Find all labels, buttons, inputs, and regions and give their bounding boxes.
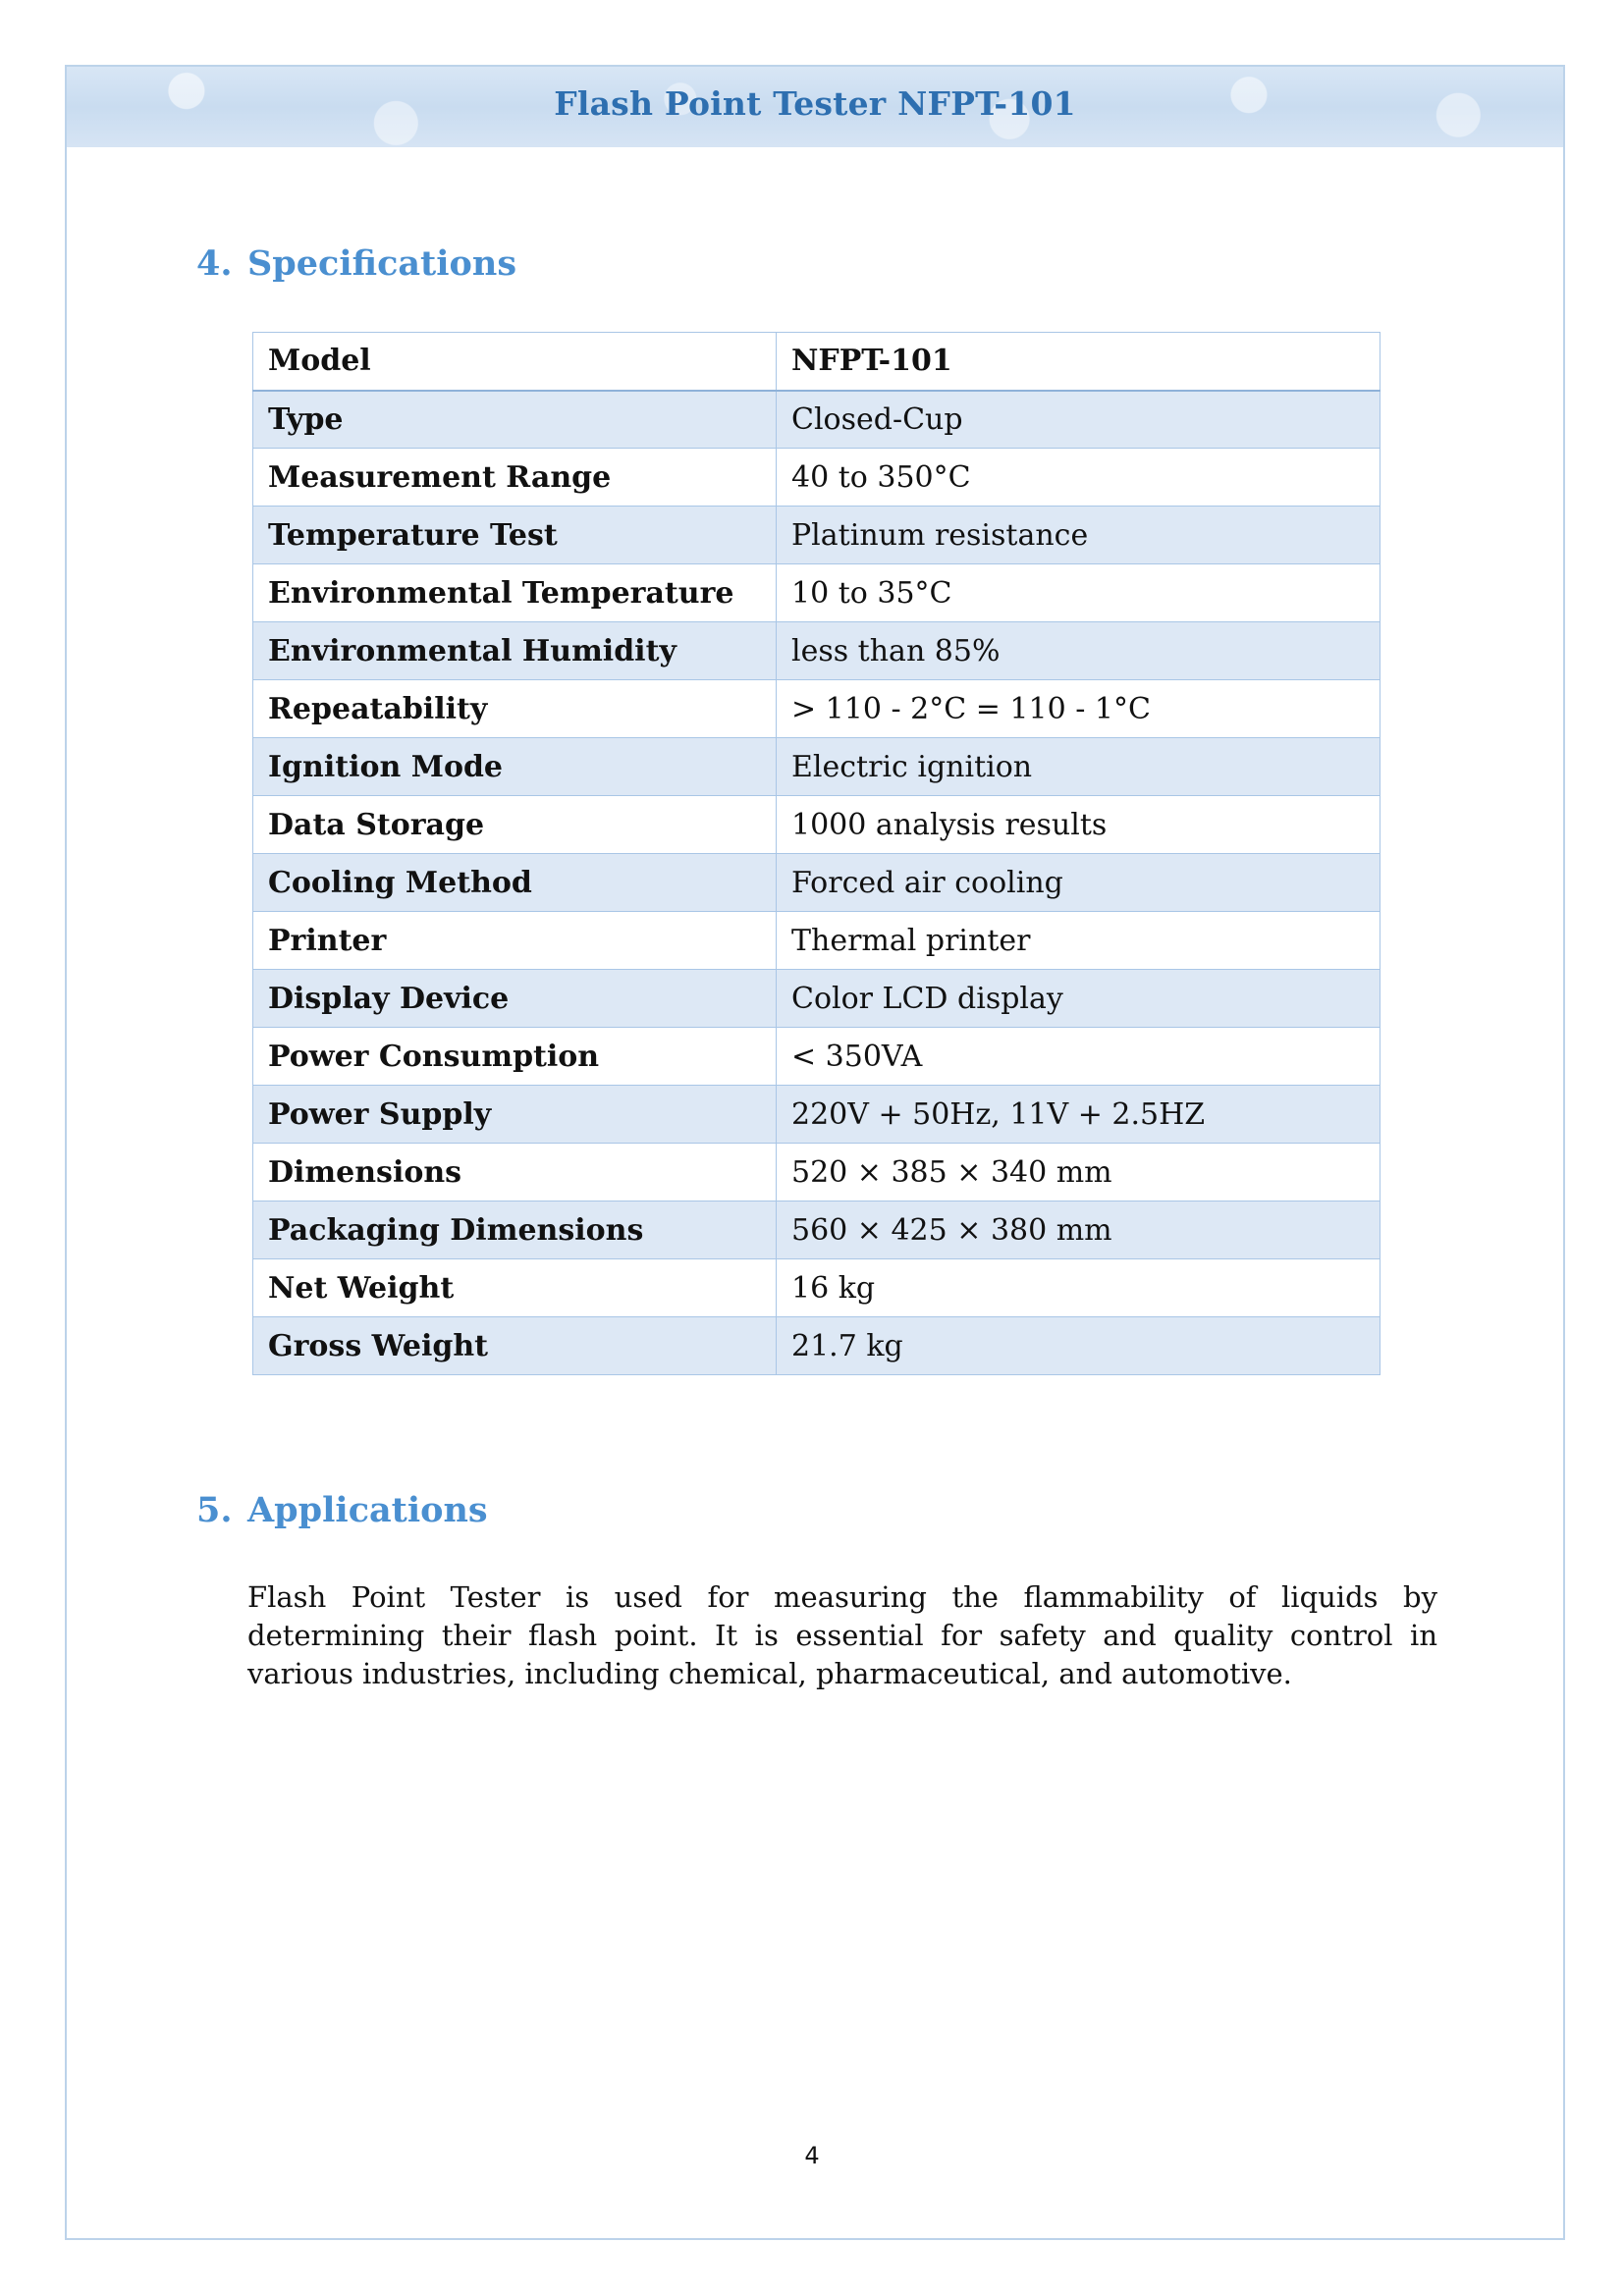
table-row [253,1144,1380,1201]
spec-key: Dimensions [253,1144,777,1201]
table-row [253,507,1380,564]
table-row [253,854,1380,912]
spec-value: 220V + 50Hz, 11V + 2.5HZ [777,1086,1380,1144]
page-header-band [67,67,1563,147]
spec-value: NFPT-101 [777,333,1380,391]
applications-paragraph: Flash Point Tester is used for measuring the flammability of liquids by determining their flash point. It is essential for safety and quality control in various industries, including chemical, pharmaceutical, and automotive. [247,1580,1437,1690]
spec-value: 21.7 kg [777,1317,1380,1375]
spec-value: Forced air cooling [777,854,1380,912]
table-row [253,796,1380,854]
spec-key: Power Consumption [253,1028,777,1086]
spec-value: 560 × 425 × 380 mm [777,1201,1380,1259]
spec-value: 520 × 385 × 340 mm [777,1144,1380,1201]
table-row [253,564,1380,622]
spec-key: Environmental Humidity [253,622,777,680]
table-row [253,680,1380,738]
page-number: 4 [804,2142,820,2169]
table-row [253,1028,1380,1086]
table-row [253,1259,1380,1317]
spec-value: 10 to 35°C [777,564,1380,622]
spec-value: 40 to 350°C [777,449,1380,507]
spec-key: Model [253,333,777,391]
section-number: 5. [196,1490,233,1530]
table-row [253,1201,1380,1259]
spec-value: Platinum resistance [777,507,1380,564]
spec-value: > 110 - 2°C = 110 - 1°C [777,680,1380,738]
section-number: 4. [196,243,233,284]
spec-key: Gross Weight [253,1317,777,1375]
spec-value: 16 kg [777,1259,1380,1317]
table-row [253,391,1380,449]
spec-key: Ignition Mode [253,738,777,796]
spec-key: Power Supply [253,1086,777,1144]
table-row [253,1086,1380,1144]
spec-key: Temperature Test [253,507,777,564]
table-row [253,1317,1380,1375]
spec-key: Cooling Method [253,854,777,912]
spec-key: Net Weight [253,1259,777,1317]
spec-key: Display Device [253,970,777,1028]
table-header-row [253,333,1380,391]
spec-key: Type [253,391,777,449]
table-row [253,912,1380,970]
spec-value: Thermal printer [777,912,1380,970]
spec-key: Packaging Dimensions [253,1201,777,1259]
section-title: Applications [247,1490,488,1530]
specifications-table [252,332,1380,1375]
spec-key: Environmental Temperature [253,564,777,622]
section-title: Specifications [247,243,517,284]
table-row [253,738,1380,796]
table-row [253,449,1380,507]
spec-value: 1000 analysis results [777,796,1380,854]
specifications-heading [196,243,516,284]
spec-value: Electric ignition [777,738,1380,796]
spec-key: Data Storage [253,796,777,854]
document-title: Flash Point Tester NFPT-101 [554,84,1076,123]
spec-value: Color LCD display [777,970,1380,1028]
spec-key: Repeatability [253,680,777,738]
table-row [253,970,1380,1028]
spec-value: Closed-Cup [777,391,1380,449]
spec-key: Printer [253,912,777,970]
table-row [253,622,1380,680]
applications-heading [196,1490,488,1530]
spec-value: less than 85% [777,622,1380,680]
spec-value: < 350VA [777,1028,1380,1086]
spec-key: Measurement Range [253,449,777,507]
